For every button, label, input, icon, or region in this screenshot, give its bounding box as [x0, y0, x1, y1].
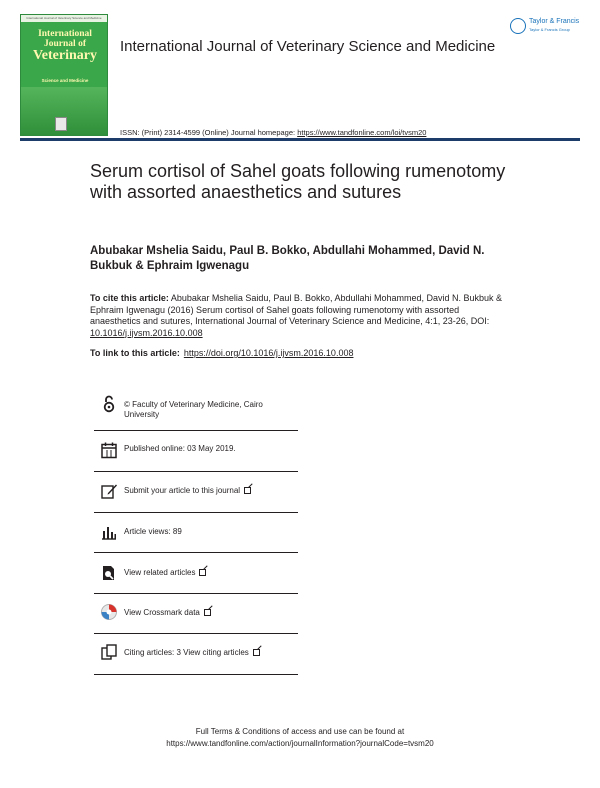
cover-seal	[55, 117, 67, 131]
crossmark-row[interactable]: View Crossmark data	[94, 594, 298, 634]
journal-title: International Journal of Veterinary Science and Medicine	[120, 38, 496, 55]
article-authors: Abubakar Mshelia Saidu, Paul B. Bokko, Abdullahi Mohammed, David N. Bukbuk & Ephraim Igwenagu	[90, 245, 485, 272]
footer: Full Terms & Conditions of access and use can be found at https://www.tandfonline.com/action/journalInformation?journalCode=tvsm20	[0, 726, 600, 750]
edit-icon	[100, 482, 118, 500]
doi-url-link[interactable]: https://doi.org/10.1016/j.ijvsm.2016.10.008	[183, 348, 354, 358]
cover-title: International Journal of Veterinary	[32, 29, 98, 63]
terms-link[interactable]: https://www.tandfonline.com/action/journalInformation?journalCode=tvsm20	[166, 739, 434, 748]
calendar-icon	[100, 441, 118, 459]
article-info-panel	[94, 390, 298, 675]
external-link-icon	[204, 609, 211, 616]
issn-line: ISSN: (Print) 2314-4599 (Online) Journal homepage: https://www.tandfonline.com/loi/tvsm20	[120, 128, 427, 137]
article-title: Serum cortisol of Sahel goats following rumenotomy with assorted anaesthetics and sutures	[90, 161, 506, 202]
submit-row[interactable]: Submit your article to this journal	[94, 472, 298, 513]
bar-chart-icon	[100, 523, 118, 541]
citation: To cite this article: Abubakar Mshelia Saidu, Paul B. Bokko, Abdullahi Mohammed, David N. Bukbuk & Ephraim Igwenagu (2016) Serum cortisol of Sahel goats following rumenotomy with assorted anaesthetics and sutures, International Journal of Veterinary Science and Medicine, 4:1, 23-26, DOI: 10.1016/j.ijvsm.2016.10.008	[90, 293, 503, 338]
external-link-icon	[244, 487, 251, 494]
crossmark-icon	[100, 603, 118, 621]
journal-homepage-link[interactable]: https://www.tandfonline.com/loi/tvsm20	[297, 128, 427, 137]
article-link: To link to this article: https://doi.org/10.1016/j.ijvsm.2016.10.008	[90, 348, 354, 358]
related-articles-icon	[100, 564, 118, 582]
views-row: Article views: 89	[94, 513, 298, 553]
publisher-logo[interactable]: Taylor & Francis Taylor & Francis Group	[510, 17, 584, 39]
external-link-icon	[199, 569, 206, 576]
cover-masthead: International Journal of Veterinary Science and Medicine	[21, 15, 107, 22]
open-access-row: © Faculty of Veterinary Medicine, Cairo University	[94, 390, 298, 431]
citing-row[interactable]: Citing articles: 3 View citing articles	[94, 634, 298, 675]
doi-link[interactable]: 10.1016/j.ijvsm.2016.10.008	[90, 327, 203, 338]
tf-logo-icon	[510, 18, 526, 34]
header-divider	[20, 138, 580, 141]
published-row: Published online: 03 May 2019.	[94, 431, 298, 472]
citing-articles-icon	[100, 643, 118, 661]
journal-cover[interactable]	[20, 14, 108, 136]
open-access-icon	[100, 395, 118, 413]
cover-subtitle: Science and Medicine	[41, 78, 89, 83]
related-row[interactable]: View related articles	[94, 553, 298, 594]
external-link-icon	[253, 649, 260, 656]
